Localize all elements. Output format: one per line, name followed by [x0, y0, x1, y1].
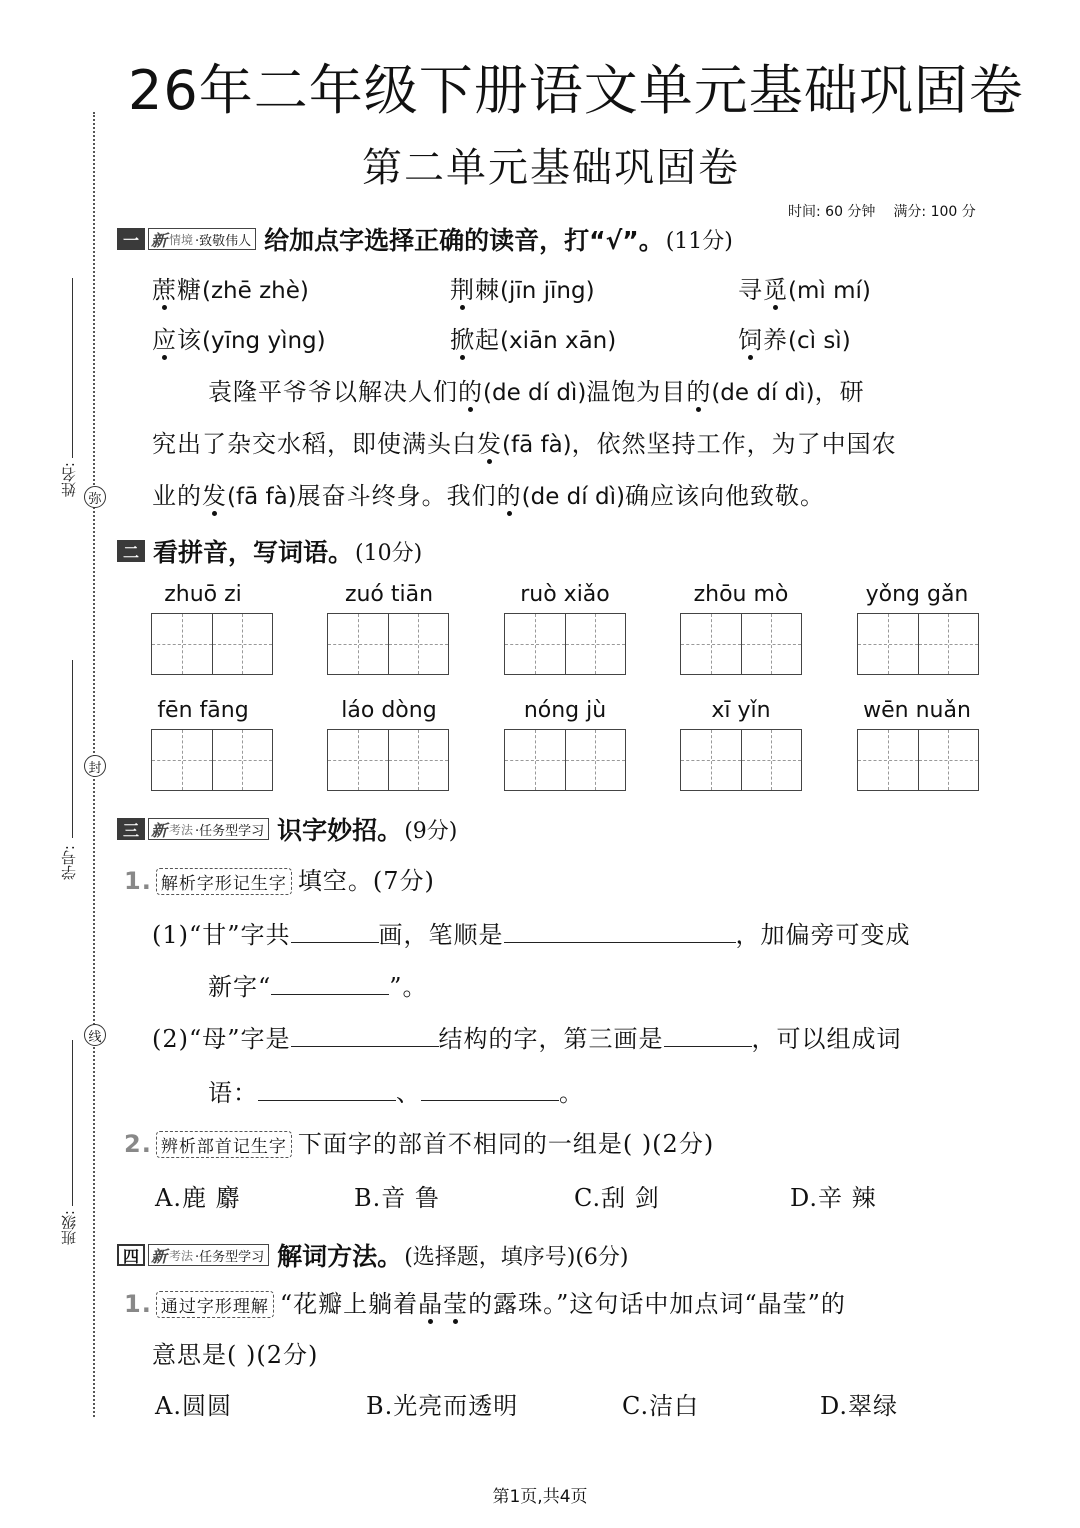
blank-new-char[interactable]	[271, 971, 389, 995]
section-2-title: 看拼音，写词语。	[153, 538, 354, 567]
question-text: ，加偏旁可变成	[735, 921, 911, 949]
pinyin-label: wēn nuǎn	[863, 698, 971, 723]
section-2-header	[117, 533, 422, 569]
dotted-char: 晶	[418, 1290, 444, 1318]
blank-structure[interactable]	[291, 1023, 439, 1047]
section-1-tag	[148, 228, 256, 250]
passage-text: 展奋斗终身。我们	[296, 482, 497, 510]
word-item-2[interactable]	[450, 270, 595, 305]
question-text: 语：	[208, 1079, 258, 1107]
section-2-points: (10分)	[355, 540, 423, 566]
question-text: 的露珠。”这句话中加点词“晶莹”的	[468, 1290, 846, 1318]
page-subtitle: 第二单元基础巩固卷	[362, 145, 740, 191]
question-tag: 解析字形记生字	[156, 868, 292, 895]
question-number: 1.	[124, 1290, 152, 1318]
pinyin-label: láo dòng	[341, 698, 437, 723]
pinyin-label: yǒng gǎn	[865, 582, 969, 607]
passage-text: 究出了杂交水稻，即使满头白	[152, 430, 477, 458]
dotted-char: 蔗	[152, 276, 177, 304]
option-c[interactable]: C.刮 剑	[574, 1184, 660, 1212]
section-4-tag	[148, 1244, 269, 1266]
blank-third-stroke[interactable]	[664, 1023, 752, 1047]
question-text: 填空。	[297, 867, 373, 895]
passage-text: ，依然坚持工作，为了中国农	[571, 430, 897, 458]
student-id-label: 学号:	[60, 845, 78, 881]
writing-grid[interactable]	[151, 613, 273, 675]
tag-topic: ·任务型学习	[195, 1249, 265, 1265]
question-4-1-cont[interactable]: 意思是( )(2分)	[152, 1341, 319, 1369]
question-text: (2)“母”字是	[152, 1025, 291, 1053]
question-tag: 通过字形理解	[156, 1291, 274, 1318]
writing-grid[interactable]	[504, 613, 626, 675]
section-4-number: 四	[117, 1244, 145, 1266]
name-underline[interactable]	[72, 278, 73, 458]
word-item-4[interactable]	[152, 320, 326, 355]
section-3-title: 识字妙招。	[277, 816, 403, 845]
pinyin-label: zhuō zi	[164, 582, 242, 607]
writing-grid[interactable]	[504, 729, 626, 791]
new-badge: 新	[151, 1246, 168, 1266]
tag-scene: 考法	[169, 822, 194, 837]
question-3-1-part-1-cont	[208, 967, 428, 1002]
dotted-char: 应	[152, 326, 177, 354]
question-3-1	[124, 861, 435, 896]
word-char: 寻	[738, 276, 763, 304]
question-3-2	[124, 1124, 714, 1159]
pinyin-options[interactable]: (de dí dì)	[711, 380, 815, 406]
section-4-points: (选择题，填序号)(6分)	[404, 1244, 629, 1270]
section-4-header	[117, 1237, 629, 1273]
pinyin-label: xī yǐn	[711, 698, 771, 723]
tag-topic: ·任务型学习	[195, 823, 265, 839]
word-char: 糖	[177, 276, 202, 304]
pinyin-options: (mì mí)	[788, 278, 871, 304]
question-text: 。	[559, 1079, 584, 1107]
dotted-char: 发	[202, 482, 227, 510]
writing-grid[interactable]	[857, 729, 979, 791]
question-text[interactable]: 下面字的部首不相同的一组是( )(2分)	[297, 1130, 715, 1158]
word-char: 棘	[475, 276, 500, 304]
writing-grid[interactable]	[680, 729, 802, 791]
section-4-title: 解词方法。	[277, 1242, 403, 1271]
question-text: “花瓣上躺着	[279, 1290, 419, 1318]
pinyin-label: fēn fāng	[157, 698, 249, 723]
seal-char-2: 封	[84, 755, 106, 777]
section-2-number: 二	[117, 540, 145, 562]
question-text: 新字“	[208, 973, 272, 1001]
question-text: ”。	[389, 973, 428, 1001]
word-char: 该	[177, 326, 202, 354]
blank-word-1[interactable]	[258, 1077, 396, 1101]
question-3-1-part-1	[152, 915, 911, 950]
section-1-header	[117, 221, 733, 257]
pinyin-options: (cì sì)	[788, 328, 851, 354]
new-badge: 新	[151, 820, 168, 840]
writing-grid[interactable]	[327, 613, 449, 675]
writing-grid[interactable]	[327, 729, 449, 791]
pinyin-options: (jīn jīng)	[500, 278, 595, 304]
word-item-1[interactable]	[152, 270, 309, 305]
dotted-char: 莹	[443, 1290, 469, 1318]
tag-scene: 考法	[169, 1248, 194, 1263]
blank-word-2[interactable]	[421, 1077, 559, 1101]
exam-score: 满分: 100 分	[893, 204, 976, 220]
pinyin-options: (yīng yìng)	[202, 328, 326, 354]
page-footer: 第1页,共4页	[492, 1487, 588, 1507]
question-text: 画，笔顺是	[378, 921, 504, 949]
dotted-char: 觅	[763, 276, 788, 304]
class-underline[interactable]	[72, 1040, 73, 1206]
question-4-1	[124, 1284, 846, 1319]
exam-time: 时间: 60 分钟	[788, 204, 876, 220]
tag-topic: ·致敬伟人	[195, 233, 252, 249]
pinyin-label: zuó tiān	[344, 582, 434, 607]
section-1-number: 一	[117, 228, 145, 250]
pinyin-options[interactable]: (de dí dì)	[483, 380, 587, 406]
passage-text: 袁隆平爷爷以解决人们	[208, 378, 458, 406]
word-char: 养	[763, 326, 788, 354]
dotted-char: 的	[496, 482, 522, 510]
pinyin-label: ruò xiǎo	[520, 582, 610, 607]
name-label: 姓名:	[60, 462, 78, 498]
word-item-6[interactable]	[738, 320, 851, 355]
question-number: 1.	[124, 867, 152, 895]
page-title: 26年二年级下册语文单元基础巩固卷	[128, 59, 1024, 122]
option-a[interactable]: A.鹿 麝	[155, 1184, 241, 1212]
seal-char-3: 线	[84, 1024, 106, 1046]
seal-char-1: 弥	[84, 486, 106, 508]
pinyin-label: nóng jù	[523, 698, 607, 723]
exam-meta	[788, 201, 994, 221]
question-3-1-part-2	[152, 1019, 902, 1054]
pinyin-options[interactable]: (fā fà)	[502, 432, 572, 458]
option-d[interactable]: D.翠绿	[820, 1392, 899, 1420]
dotted-char: 荆	[450, 276, 475, 304]
passage-line-1	[208, 372, 865, 407]
question-text: 结构的字，第三画是	[438, 1025, 664, 1053]
section-3-points: (9分)	[404, 818, 458, 844]
question-text: 、	[396, 1079, 421, 1107]
dotted-char: 掀	[450, 326, 475, 354]
dotted-char: 饲	[738, 326, 763, 354]
question-number: 2.	[124, 1130, 152, 1158]
class-label: 班级:	[60, 1210, 78, 1246]
word-char: 起	[475, 326, 500, 354]
section-1-points: (11分)	[665, 228, 733, 254]
question-tag: 辨析部首记生字	[156, 1131, 292, 1158]
pinyin-label: zhōu mò	[693, 582, 789, 607]
new-badge: 新	[151, 230, 168, 250]
pinyin-options: (xiān xān)	[500, 328, 617, 354]
blank-stroke-order[interactable]	[504, 919, 736, 943]
tag-scene: 情境	[169, 232, 194, 247]
option-b[interactable]: B.光亮而透明	[366, 1392, 519, 1420]
pinyin-options: (zhē zhè)	[202, 278, 309, 304]
passage-text: ，研	[814, 378, 865, 406]
question-text: ，可以组成词	[751, 1025, 902, 1053]
writing-grid[interactable]	[151, 729, 273, 791]
dotted-char: 的	[686, 378, 712, 406]
passage-line-2	[152, 424, 897, 459]
passage-text: 温饱为目	[586, 378, 687, 406]
pinyin-options[interactable]: (de dí dì)	[521, 484, 625, 510]
writing-grid[interactable]	[857, 613, 979, 675]
option-b[interactable]: B.音 鲁	[354, 1184, 440, 1212]
passage-line-3	[152, 476, 825, 511]
writing-grid[interactable]	[680, 613, 802, 675]
blank-stroke-count[interactable]	[291, 919, 379, 943]
option-a[interactable]: A.圆圆	[155, 1392, 232, 1420]
question-points: (7分)	[372, 867, 435, 895]
section-3-header	[117, 811, 457, 847]
section-3-number: 三	[117, 818, 145, 840]
word-item-3[interactable]	[738, 270, 871, 305]
question-3-1-part-2-cont	[208, 1073, 584, 1108]
student-id-underline[interactable]	[72, 660, 73, 838]
pinyin-options[interactable]: (fā fà)	[227, 484, 297, 510]
dotted-char: 发	[477, 430, 502, 458]
passage-text: 业的	[152, 482, 202, 510]
passage-text: 确应该向他致敬。	[624, 482, 825, 510]
word-item-5[interactable]	[450, 320, 616, 355]
question-text: (1)“甘”字共	[152, 921, 291, 949]
option-d[interactable]: D.辛 辣	[790, 1184, 877, 1212]
dotted-char: 的	[458, 378, 483, 406]
option-c[interactable]: C.洁白	[622, 1392, 700, 1420]
section-1-title: 给加点字选择正确的读音，打“√”。	[264, 226, 664, 255]
section-3-tag	[148, 818, 269, 840]
